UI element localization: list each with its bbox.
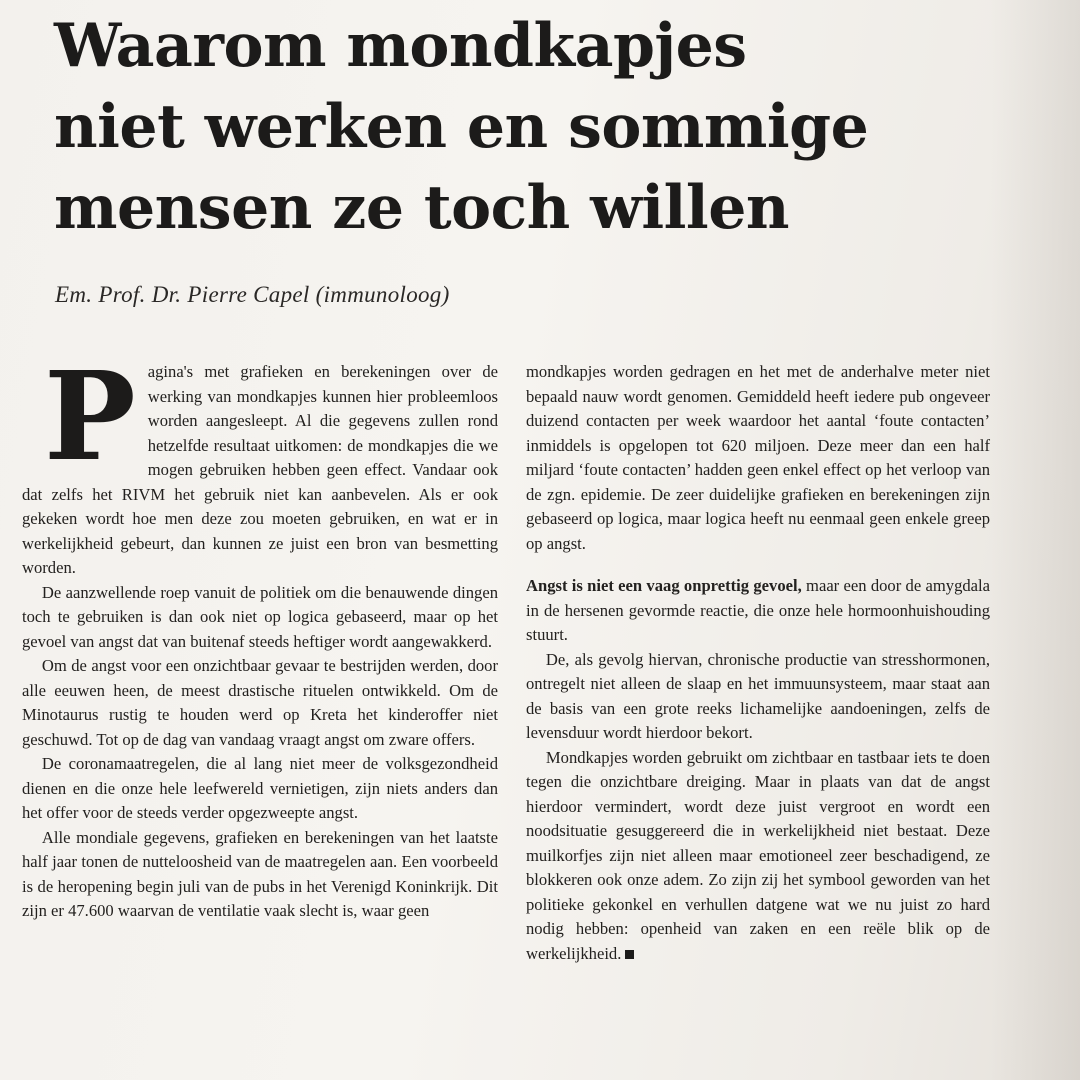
right-paragraph-2 [526, 574, 990, 648]
left-paragraph-3: Om de angst voor een onzichtbaar gevaar te bestrijden werden, door alle eeuwen heen, de meest drastische rituelen ontwikkeld. Om de Minotaurus rustig te houden werd op Kreta het kinderoffer niet geschuwd. Tot op de dag van vandaag vraagt angst om zware offers. [22, 656, 498, 749]
headline-line-1: Waarom mondkapjes [54, 11, 747, 81]
left-paragraph-1-text: agina's met grafieken en berekeningen over de werking van mondkapjes kunnen hier probleemloos worden aangesleept. Al die gegevens zullen rond hetzelfde resultaat uitkomen: de mondkapjes die we mogen gebruiken hebben geen effect. Vandaar ook dat zelfs het RIVM het gebruik niet kan aanbevelen. Als er ook gekeken wordt hoe men deze zou moeten gebruiken, en wat er in werkelijkheid gebeurt, dan kunnen ze juist een bron van besmetting worden. [22, 362, 498, 577]
right-column [526, 360, 990, 966]
right-paragraph-4 [526, 746, 990, 967]
left-paragraph-2: De aanzwellende roep vanuit de politiek om die benauwende dingen toch te gebruiken is dan ook niet op logica gebaseerd, maar op het gevoel van angst dat van buitenaf steeds heftiger wordt aangewakkerd. [22, 582, 498, 651]
right-paragraph-1: mondkapjes worden gedragen en het met de anderhalve meter niet bepaald nauw wordt genomen. Gemiddeld heeft iedere pub ongeveer duizend contacten per week waardoor het aantal ‘foute contacten’ inmiddels is opgelopen tot 620 miljoen. Deze meer dan een half miljard ‘foute contacten’ hadden geen enkel effect op het verloop van de zgn. epidemie. De zeer duidelijke grafieken en berekeningen zijn gebaseerd op logica, maar logica heeft nu eenmaal geen enkele greep op angst. [526, 362, 990, 553]
lead-in-bold: Angst is niet een vaag onprettig gevoel, [526, 576, 802, 595]
headline-line-3: mensen ze toch willen [54, 173, 789, 243]
left-paragraph-1 [22, 344, 498, 581]
drop-cap: P [44, 344, 136, 488]
article-headline [54, 6, 1054, 249]
article-byline: Em. Prof. Dr. Pierre Capel (immunoloog) [55, 282, 450, 307]
right-paragraph-4-text: Mondkapjes worden gebruikt om zichtbaar en tastbaar iets te doen tegen die onzichtbare dreiging. Maar in plaats van dat de angst hierdoor vermindert, wordt deze juist vergroot en wordt een noodsituatie gesuggereerd die in werkelijkheid niet bestaat. Deze muilkorfjes zijn niet alleen maar emotioneel zeer beschadigend, ze blokkeren ook onze adem. Zo zijn zij het symbool geworden van het politieke gekonkel en verhullen datgene wat we nu juist zo hard nodig hebben: openheid van zaken en een reële blik op de werkelijkheid. [526, 747, 990, 963]
left-paragraph-5: Alle mondiale gegevens, grafieken en berekeningen van het laatste half jaar tonen de nutteloosheid van de maatregelen aan. Een voorbeeld is de heropening begin juli van de pubs in het Verenigd Koninkrijk. Dit zijn er 47.600 waarvan de ventilatie vaak slecht is, waar geen [22, 827, 498, 920]
left-column [22, 344, 498, 924]
headline-line-2: niet werken en sommige [54, 92, 869, 162]
right-paragraph-3: De, als gevolg hiervan, chronische productie van stresshormonen, ontregelt niet alleen de slaap en het immuunsysteem, maar staat aan de basis van een grote reeks lichamelijke aandoeningen, zelfs de levensduur wordt hierdoor bekort. [526, 649, 990, 742]
right-paragraph-2-text: maar een door de amygdala in de hersenen gevormde reactie, die onze hele hormoonhuishouding stuurt. [526, 576, 991, 644]
left-paragraph-4: De coronamaatregelen, die al lang niet meer de volksgezondheid dienen en die onze hele leefwereld vernietigen, zijn niets anders dan het offer voor de steeds verder opgezweepte angst. [22, 754, 498, 822]
end-of-article-square-icon [625, 950, 634, 959]
section-gap [526, 556, 990, 574]
